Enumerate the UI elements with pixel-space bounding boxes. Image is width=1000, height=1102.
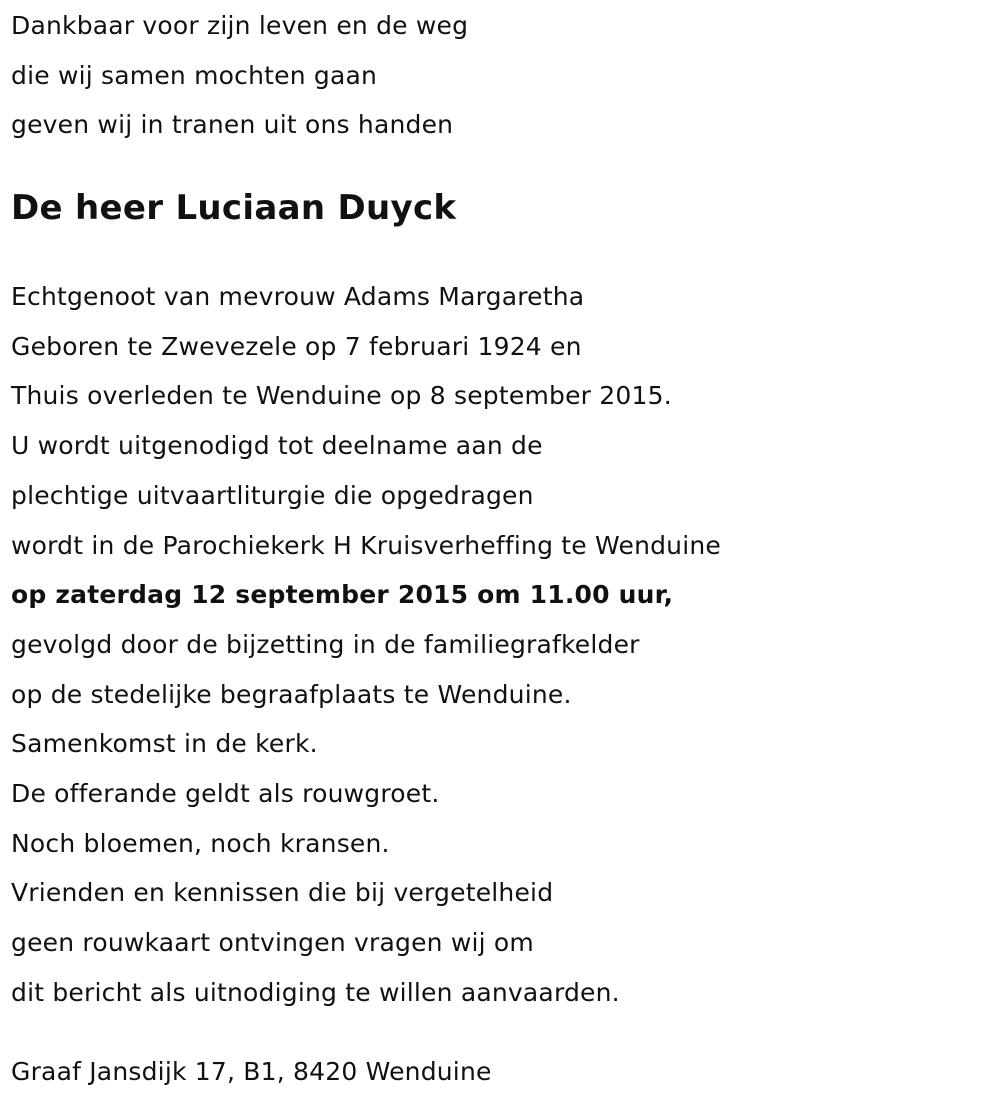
body-line: Samenkomst in de kerk.	[11, 729, 318, 759]
body-line: Vrienden en kennissen die bij vergetelheid	[11, 878, 554, 908]
deceased-name: De heer Luciaan Duyck	[11, 188, 457, 229]
body-line: Geboren te Zwevezele op 7 februari 1924 en	[11, 331, 582, 361]
body-line: dit bericht als uitnodiging te willen aanvaarden.	[11, 977, 620, 1007]
body-line: Noch bloemen, noch kransen.	[11, 828, 390, 858]
funeral-date-line: op zaterdag 12 september 2015 om 11.00 uur,	[11, 580, 674, 610]
opening-verse	[11, 1, 991, 150]
body-line: op de stedelijke begraafplaats te Wenduine.	[11, 679, 572, 709]
body-line: geen rouwkaart ontvingen vragen wij om	[11, 928, 534, 957]
verse-line: die wij samen mochten gaan	[11, 60, 378, 90]
verse-line: Dankbaar voor zijn leven en de weg	[11, 11, 469, 40]
body-line: Echtgenoot van mevrouw Adams Margaretha	[11, 282, 585, 312]
verse-line: geven wij in tranen uit ons handen	[11, 110, 454, 140]
body-line: Thuis overleden te Wenduine op 8 september 2015.	[11, 381, 672, 411]
body-line: De offerande geldt als rouwgroet.	[11, 778, 440, 808]
obituary-document	[11, 0, 991, 1097]
body-line: U wordt uitgenodigd tot deelname aan de	[11, 431, 543, 461]
body-line: wordt in de Parochiekerk H Kruisverheffing te Wenduine	[11, 530, 721, 560]
address: Graaf Jansdijk 17, B1, 8420 Wenduine	[11, 1057, 492, 1087]
body-line: plechtige uitvaartliturgie die opgedragen	[11, 480, 534, 510]
body-line: gevolgd door de bijzetting in de familiegrafkelder	[11, 629, 640, 659]
announcement-body	[11, 272, 991, 1017]
